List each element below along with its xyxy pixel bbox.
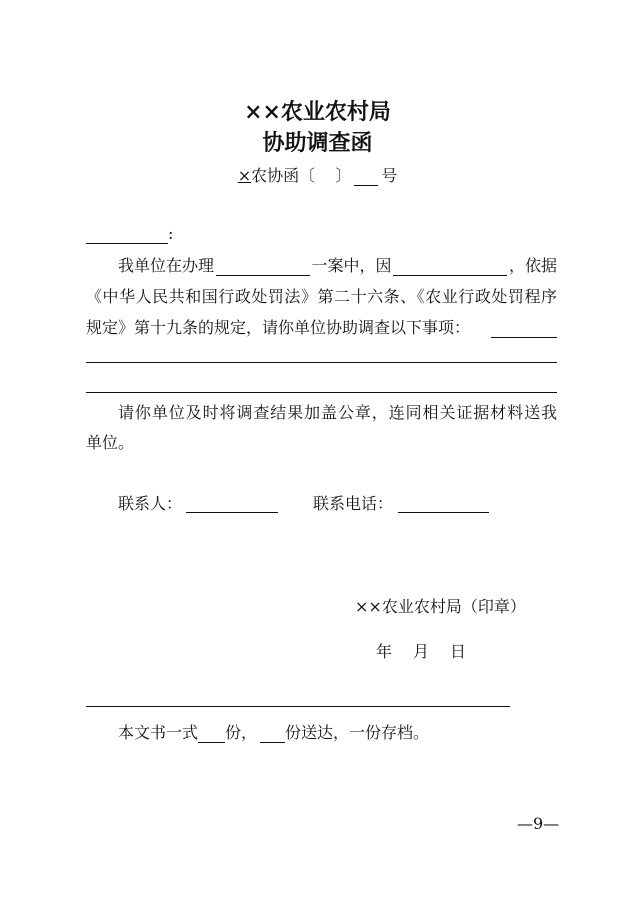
contact-phone-label: 联系电话： — [313, 494, 394, 513]
signature-org: ××农业农村局（印章） — [355, 597, 526, 616]
matters-line-1 — [86, 362, 557, 363]
copies-line — [118, 723, 448, 743]
paragraph-1-line-3 — [86, 318, 557, 338]
copies-text-c: 份送达，一份存档。 — [285, 723, 430, 742]
footer-divider — [86, 706, 510, 707]
p1-text-a: 我单位在办理 — [118, 256, 215, 275]
paragraph-2-line-1: 请你单位及时将调查结果加盖公章，连同相关证据材料送我 — [118, 403, 557, 422]
doc-number-suffix: 号 — [381, 166, 398, 185]
doc-number-blank — [354, 168, 378, 186]
addressee-colon: : — [168, 224, 174, 243]
p1-text-b: 一案中，因 — [311, 256, 392, 275]
reason-blank — [393, 258, 507, 276]
addressee-line — [86, 224, 186, 244]
copies-text-a: 本文书一式 — [118, 723, 199, 742]
copies-text-b: 份， — [225, 723, 258, 742]
contact-person-blank — [186, 495, 278, 513]
paragraph-1-line-2: 《中华人民共和国行政处罚法》第二十六条、《农业行政处罚程序 — [86, 287, 557, 306]
date-year: 年 — [376, 642, 393, 661]
date-day: 日 — [450, 642, 467, 661]
copies-served-blank — [260, 725, 285, 743]
doc-number-prefix: 农协函〔 — [251, 166, 316, 185]
case-name-blank — [216, 258, 310, 276]
p1-text-d: 规定》第十九条的规定，请你单位协助调查以下事项： — [86, 318, 471, 337]
title-line-2: 协助调查函 — [262, 130, 373, 156]
doc-number-close: 〕 — [335, 166, 352, 185]
contact-phone-blank — [398, 495, 489, 513]
copies-total-blank — [198, 725, 225, 743]
p1-text-c: ，依据 — [508, 256, 557, 275]
addressee-blank — [86, 226, 168, 244]
contact-person-label: 联系人： — [118, 494, 183, 513]
paragraph-1-line-1 — [118, 256, 557, 276]
doc-number-mark: × — [237, 166, 252, 185]
title-line-1: ××农业农村局 — [244, 99, 391, 125]
matters-line-2 — [86, 392, 557, 393]
paragraph-2-line-2: 单位。 — [86, 433, 135, 452]
date-month: 月 — [413, 642, 430, 661]
page-number: —9— — [517, 814, 560, 833]
document-number — [0, 166, 635, 186]
matters-blank — [491, 320, 557, 338]
